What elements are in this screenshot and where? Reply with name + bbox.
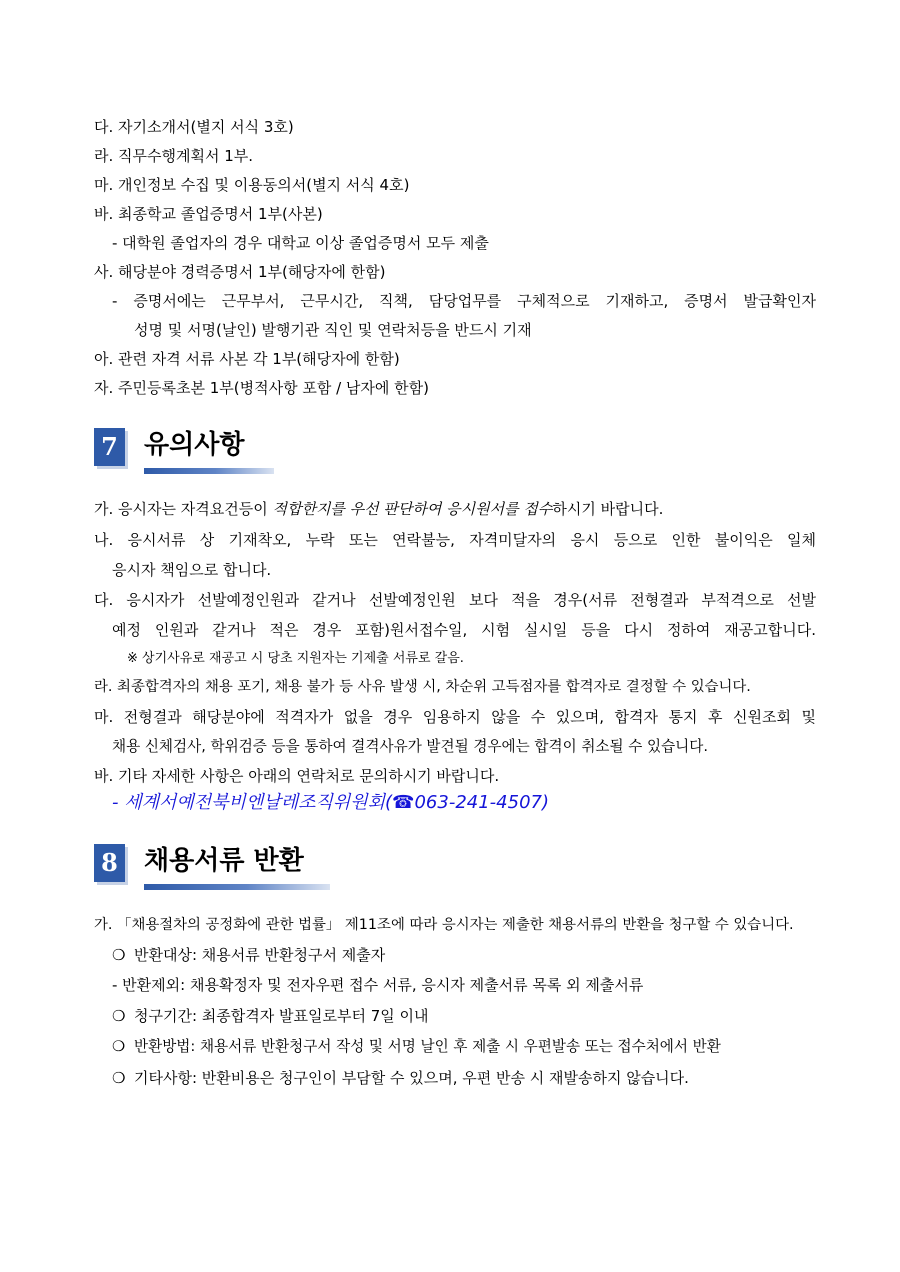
return-bullet [112, 1037, 816, 1057]
list-item-ja: 자. 주민등록초본 1부(병적사항 포함 / 남자에 한함) [94, 379, 429, 397]
return-bullet-text: 청구기간: 최종합격자 발표일로부터 7일 이내 [134, 1007, 429, 1025]
list-item-ba: 바. 최종학교 졸업증명서 1부(사본) [94, 205, 323, 223]
return-item-ga: 가. 「채용절차의 공정화에 관한 법률」 제11조에 따라 응시자는 제출한 채용서류의 반환을 청구할 수 있습니다. [94, 917, 794, 933]
notice-item-continuation: 응시자 책임으로 합니다. [112, 561, 272, 579]
section-number: 7 [94, 428, 125, 466]
return-subitem: - 반환제외: 채용확정자 및 전자우편 접수 서류, 응시자 제출서류 목록 외 제출서류 [112, 976, 644, 994]
list-item-ma: 마. 개인정보 수집 및 이용동의서(별지 서식 4호) [94, 176, 410, 194]
return-bullet [112, 1006, 816, 1026]
notice-item-continuation: 채용 신체검사, 학위검증 등을 통하여 결격사유가 발견될 경우에는 합격이 취소될 수 있습니다. [112, 738, 709, 755]
return-bullet [112, 1068, 816, 1088]
return-bullet-text: 반환대상: 채용서류 반환청구서 제출자 [134, 946, 386, 964]
notice-item-ba: 바. 기타 자세한 사항은 아래의 연락처로 문의하시기 바랍니다. [94, 767, 500, 785]
list-subitem: - 대학원 졸업자의 경우 대학교 이상 졸업증명서 모두 제출 [112, 234, 489, 252]
notice-item-continuation: 예정 인원과 같거나 적은 경우 포함)원서접수일, 시험 실시일 등을 다시 정하여 재공고합니다. [112, 621, 816, 639]
notice-emphasis: 적합한지를 우선 판단하여 응시원서를 접수 [272, 500, 553, 518]
notice-item-ma: 마. 전형결과 해당분야에 적격자가 없을 경우 임용하지 않을 수 있으며, 합격자 통지 후 신원조회 및 [94, 708, 816, 726]
return-bullet-text: 반환방법: 채용서류 반환청구서 작성 및 서명 날인 후 제출 시 우편발송 또는 접수처에서 반환 [134, 1038, 721, 1055]
list-item-da: 다. 자기소개서(별지 서식 3호) [94, 118, 294, 136]
section-underline [144, 884, 330, 890]
list-item-ra: 라. 직무수행계획서 1부. [94, 147, 254, 165]
contact-info: - 세계서예전북비엔날레조직위원회(☎063-241-4507) [112, 792, 550, 813]
section-underline [144, 468, 274, 474]
notice-text: 가. 응시자는 자격요건등이 [94, 500, 273, 518]
circle-bullet-icon: ❍ [112, 1069, 126, 1087]
circle-bullet-icon: ❍ [112, 1007, 126, 1025]
section-title: 유의사항 [144, 430, 245, 460]
section-number: 8 [94, 844, 125, 882]
return-bullet-text: 기타사항: 반환비용은 청구인이 부담할 수 있으며, 우편 반송 시 재발송하지 않습니다. [134, 1069, 689, 1087]
notice-item-ra: 라. 최종합격자의 채용 포기, 채용 불가 등 사유 발생 시, 차순위 고득점자를 합격자로 결정할 수 있습니다. [94, 679, 751, 695]
notice-text: 하시기 바랍니다. [552, 500, 664, 518]
circle-bullet-icon: ❍ [112, 1038, 126, 1055]
circle-bullet-icon: ❍ [112, 946, 126, 964]
list-subitem-continuation: 성명 및 서명(날인) 발행기관 직인 및 연락처등을 반드시 기재 [134, 321, 532, 339]
notice-note: ※ 상기사유로 재공고 시 당초 지원자는 기제출 서류로 갈음. [127, 651, 464, 666]
notice-item-na: 나. 응시서류 상 기재착오, 누락 또는 연락불능, 자격미달자의 응시 등으로 인한 불이익은 일체 [94, 531, 816, 549]
list-item-a: 아. 관련 자격 서류 사본 각 1부(해당자에 한함) [94, 350, 400, 368]
return-bullet [112, 945, 816, 965]
notice-item-ga [94, 499, 816, 519]
section-title: 채용서류 반환 [144, 846, 304, 876]
list-item-sa: 사. 해당분야 경력증명서 1부(해당자에 한함) [94, 263, 386, 281]
notice-item-da: 다. 응시자가 선발예정인원과 같거나 선발예정인원 보다 적을 경우(서류 전형결과 부적격으로 선발 [94, 591, 816, 609]
list-subitem: - 증명서에는 근무부서, 근무시간, 직책, 담당업무를 구체적으로 기재하고, 증명서 발급확인자 [112, 292, 816, 310]
